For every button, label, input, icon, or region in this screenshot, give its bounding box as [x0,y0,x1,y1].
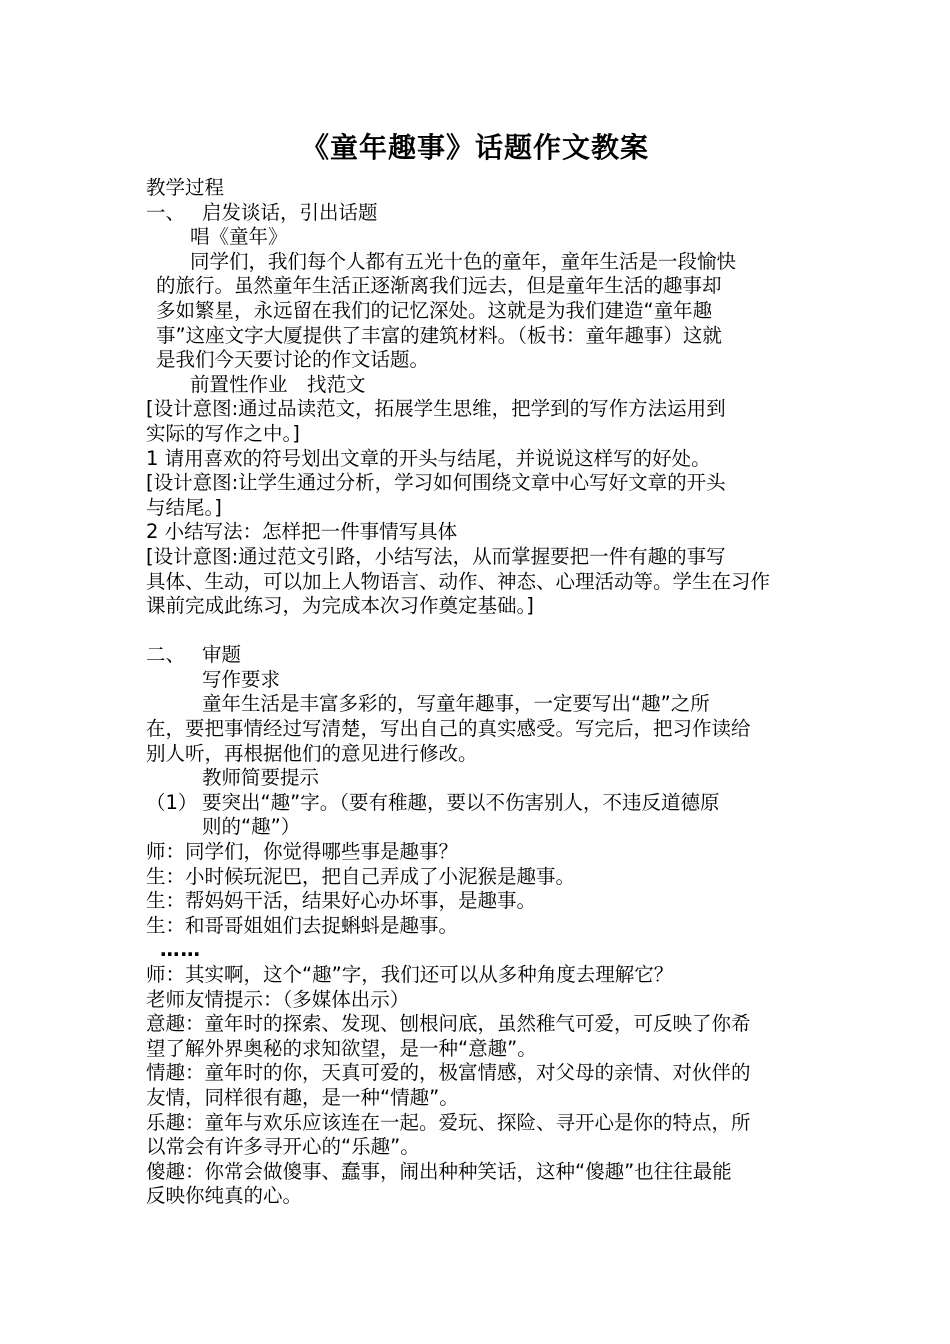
qingqu-line-2: 友情，同样很有趣，是一种“情趣”。 [146,1085,459,1109]
requirements-heading: 写作要求 [202,667,281,691]
task-1: 1 请用喜欢的符号划出文章的开头与结尾，并说说这样写的好处。 [146,446,711,470]
section2-heading [146,643,810,668]
section2-title: 审题 [202,643,242,667]
tip-1-number: （1） [146,790,198,814]
design-intent-1-line-2: 实际的写作之中。] [146,421,300,445]
page-title: 《童年趣事》话题作文教案 [300,131,649,164]
yiqu-line-2: 望了解外界奥秘的求知欲望，是一种“意趣”。 [146,1036,537,1060]
yiqu-line-1: 意趣：童年时的探索、发现、刨根问底，虽然稚气可爱，可反映了你希 [146,1012,751,1036]
dialogue-line-2: 生：小时候玩泥巴，把自己弄成了小泥猴是趣事。 [146,864,576,888]
prework-line: 前置性作业 找范文 [190,372,366,396]
teacher-question: 师：其实啊，这个“趣”字，我们还可以从多种角度去理解它？ [146,963,674,986]
ellipsis: …… [160,938,201,962]
hint-heading: 老师友情提示：（多媒体出示） [146,987,410,1011]
intro-line-2: 的旅行。虽然童年生活正逐渐离我们远去，但是童年生活的趣事却 [156,274,722,298]
task-2: 2 小结写法：怎样把一件事情写具体 [146,520,458,544]
sing-line: 唱《童年》 [190,225,288,249]
intro-line-3: 多如繁星，永远留在我们的记忆深处。这就是为我们建造“童年趣 [156,298,713,322]
shaqu-line-2: 反映你纯真的心。 [146,1184,303,1208]
tip-1-line-1 [146,791,810,816]
shaqu-line-1: 傻趣：你常会做傻事、蠢事，闹出种种笑话，这种“傻趣”也往往最能 [146,1159,732,1183]
design-intent-3-line-3: 课前完成此练习，为完成本次习作奠定基础。] [146,594,534,618]
document-body [146,176,810,1209]
section1-title: 启发谈话，引出话题 [202,200,378,224]
requirements-line-3: 别人听，再根据他们的意见进行修改。 [146,741,478,765]
requirements-line-2: 在，要把事情经过写清楚，写出自己的真实感受。写完后，把习作读给 [146,717,751,741]
section1-heading [146,201,810,226]
design-intent-1-line-1: [设计意图:通过品读范文，拓展学生思维，把学到的写作方法运用到 [146,397,726,421]
dialogue-line-4: 生：和哥哥姐姐们去捉蝌蚪是趣事。 [146,913,459,937]
design-intent-3-line-1: [设计意图:通过范文引路，小结写法，从而掌握要把一件有趣的事写 [146,544,726,568]
section-gap [146,619,810,644]
tips-heading: 教师简要提示 [202,766,320,790]
qingqu-line-1: 情趣：童年时的你，天真可爱的，极富情感，对父母的亲情、对伙伴的 [146,1061,751,1085]
intro-line-4: 事”这座文字大厦提供了丰富的建筑材料。（板书：童年趣事）这就 [156,323,722,347]
process-heading: 教学过程 [146,176,225,199]
intro-line-5: 是我们今天要讨论的作文话题。 [156,348,430,372]
lequ-line-1: 乐趣：童年与欢乐应该连在一起。爱玩、探险、寻开心是你的特点，所 [146,1110,751,1134]
design-intent-2-line-2: 与结尾。] [146,495,222,519]
section1-number: 一、 [146,200,186,224]
dialogue-line-3: 生：帮妈妈干活，结果好心办坏事，是趣事。 [146,889,537,913]
section2-number: 二、 [146,643,186,667]
dialogue-line-1: 师：同学们，你觉得哪些事是趣事？ [146,840,459,864]
tip-1-line-2: 则的“趣”） [202,815,301,839]
lequ-line-2: 以常会有许多寻开心的“乐趣”。 [146,1135,420,1159]
design-intent-3-line-2: 具体、生动，可以加上人物语言、动作、神态、心理活动等。学生在习作 [146,569,771,593]
tip-1-text: 要突出“趣”字。（要有稚趣，要以不伤害别人，不违反道德原 [202,790,720,814]
intro-line-1: 同学们，我们每个人都有五光十色的童年，童年生活是一段愉快 [190,249,737,273]
requirements-line-1: 童年生活是丰富多彩的，写童年趣事，一定要写出“趣”之所 [202,692,710,716]
design-intent-2-line-1: [设计意图:让学生通过分析，学习如何围绕文章中心写好文章的开头 [146,471,726,495]
